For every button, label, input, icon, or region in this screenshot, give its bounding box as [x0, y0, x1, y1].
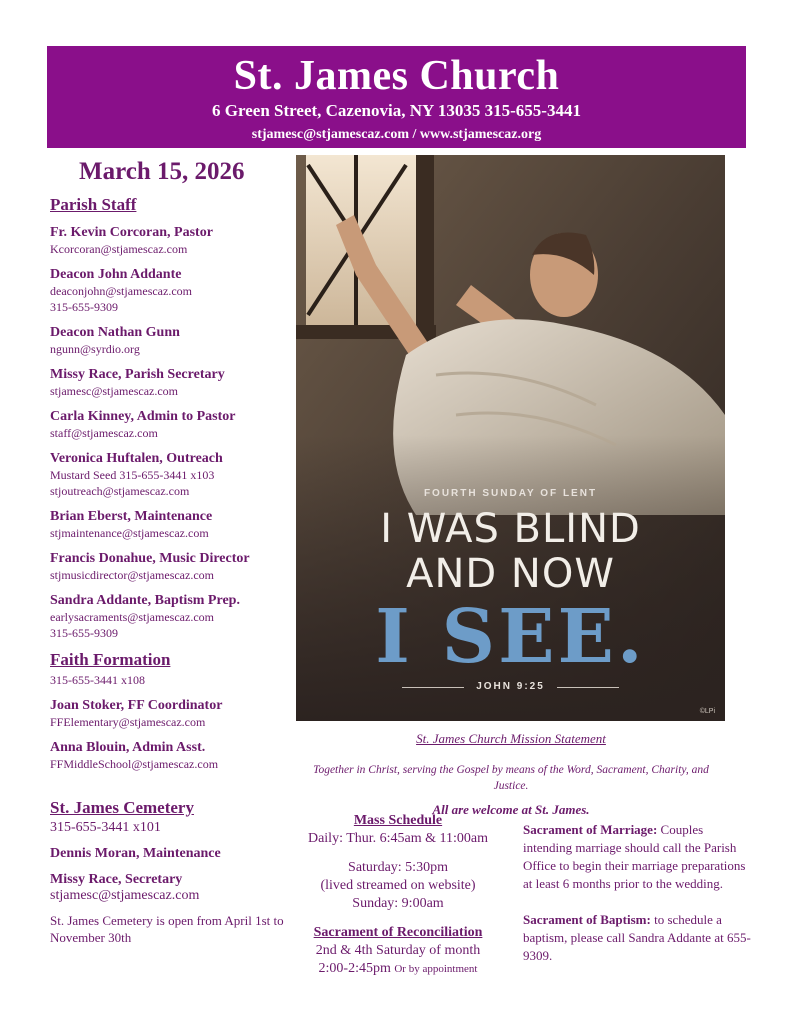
- faith-formation-phone-row: [50, 672, 285, 688]
- parish-staff-list: [50, 224, 285, 641]
- staff-name: Fr. Kevin Corcoran, Pastor: [50, 225, 213, 240]
- parish-staff-heading: Parish Staff: [50, 195, 137, 214]
- reconciliation-days: 2nd & 4th Saturday of month: [315, 943, 481, 958]
- church-address: 6 Green Street, Cazenovia, NY 13035 315-655-3441: [212, 101, 581, 120]
- staff-entry: [50, 324, 285, 357]
- poster-rule-right: [557, 687, 619, 688]
- daily-mass-time: Daily: Thur. 6:45am & 11:00am: [307, 831, 489, 846]
- welcome-line: All are welcome at St. James.: [432, 802, 590, 817]
- cemetery-entry: [50, 845, 285, 862]
- bulletin-date: March 15, 2026: [79, 158, 245, 185]
- cemetery-name: Dennis Moran, Maintenance: [50, 846, 221, 861]
- live-stream-note: (lived streamed on website): [320, 878, 476, 893]
- staff-name: Deacon Nathan Gunn: [50, 325, 180, 340]
- staff-entry: [50, 450, 285, 499]
- staff-contact: 315-655-9309: [50, 626, 118, 640]
- faith-formation-list: [50, 697, 285, 772]
- cemetery-phone-row: [50, 820, 285, 836]
- cemetery-hours-note: St. James Cemetery is open from April 1st to November 30th: [50, 913, 284, 945]
- reconciliation-appointment-note: Or by appointment: [394, 963, 478, 975]
- poster-line-2: AND NOW: [406, 551, 615, 597]
- staff-entry: [50, 592, 285, 641]
- staff-entry: [50, 224, 285, 257]
- staff-entry: [50, 508, 285, 541]
- poster-publisher-logo: ©LPi: [699, 708, 715, 715]
- staff-entry: [50, 408, 285, 441]
- reconciliation-time: 2:00-2:45pm: [318, 961, 391, 976]
- cemetery-contact: stjamesc@stjamescaz.com: [50, 888, 200, 903]
- poster-line-1: I WAS BLIND: [380, 506, 641, 552]
- left-column: [50, 155, 285, 946]
- staff-contact: stjmaintenance@stjamescaz.com: [50, 526, 209, 540]
- staff-contact: stjamesc@stjamescaz.com: [50, 384, 179, 398]
- staff-name: Veronica Huftalen, Outreach: [50, 451, 223, 466]
- cemetery-phone: 315-655-3441 x101: [50, 820, 161, 835]
- poster-subtitle: FOURTH SUNDAY OF LENT: [423, 488, 598, 499]
- staff-contact: staff@stjamescaz.com: [50, 426, 158, 440]
- mission-text: Together in Christ, serving the Gospel by means of the Word, Sacrament, Charity, and Justice.: [313, 764, 709, 792]
- staff-name: Carla Kinney, Admin to Pastor: [50, 409, 236, 424]
- staff-contact: stjmusicdirector@stjamescaz.com: [50, 568, 214, 582]
- marriage-text: Couples intending marriage should call the Parish Office to begin their marriage preparations at least 6 months prior to the wedding.: [523, 822, 746, 891]
- staff-name: Francis Donahue, Music Director: [50, 551, 250, 566]
- church-contact-web: stjamesc@stjamescaz.com / www.stjamescaz.org: [251, 127, 542, 142]
- staff-name: Brian Eberst, Maintenance: [50, 509, 213, 524]
- sunday-mass-time: Sunday: 9:00am: [352, 896, 444, 911]
- faith-formation-name: Anna Blouin, Admin Asst.: [50, 740, 206, 755]
- header-banner: [47, 46, 746, 148]
- faith-formation-name: Joan Stoker, FF Coordinator: [50, 698, 223, 713]
- marriage-label: Sacrament of Marriage:: [523, 822, 658, 837]
- baptism-paragraph: [523, 911, 751, 965]
- faith-formation-entry: [50, 739, 285, 772]
- marriage-paragraph: [523, 821, 751, 893]
- staff-contact: deaconjohn@stjamescaz.com: [50, 284, 192, 298]
- faith-formation-entry: [50, 697, 285, 730]
- faith-formation-heading: Faith Formation: [50, 650, 171, 669]
- lent-poster-image: [296, 155, 725, 721]
- staff-entry: [50, 550, 285, 583]
- staff-name: Missy Race, Parish Secretary: [50, 367, 225, 382]
- mission-statement: [296, 731, 726, 818]
- reconciliation-time-row: [294, 960, 502, 978]
- baptism-label: Sacrament of Baptism:: [523, 912, 651, 927]
- staff-name: Deacon John Addante: [50, 267, 182, 282]
- faith-formation-contact: FFMiddleSchool@stjamescaz.com: [50, 757, 219, 771]
- cemetery-name: Missy Race, Secretary: [50, 872, 183, 887]
- cemetery-heading: St. James Cemetery: [50, 798, 194, 817]
- sacraments-info: [523, 821, 751, 965]
- cemetery-list: [50, 845, 285, 904]
- staff-contact: 315-655-9309: [50, 300, 118, 314]
- staff-contact: stjoutreach@stjamescaz.com: [50, 484, 190, 498]
- faith-formation-contact: FFElementary@stjamescaz.com: [50, 715, 206, 729]
- saturday-mass-time: Saturday: 5:30pm: [348, 860, 448, 875]
- staff-contact: Kcorcoran@stjamescaz.com: [50, 242, 188, 256]
- staff-contact: Mustard Seed 315-655-3441 x103: [50, 468, 215, 482]
- staff-contact: ngunn@syrdio.org: [50, 342, 140, 356]
- mission-heading: St. James Church Mission Statement: [416, 731, 606, 746]
- staff-entry: [50, 266, 285, 315]
- poster-line-3: I SEE.: [375, 594, 646, 680]
- cemetery-entry: [50, 871, 285, 904]
- baptism-text: to schedule a baptism, please call Sandra Addante at 655-9309.: [523, 912, 751, 963]
- church-name: St. James Church: [233, 53, 560, 99]
- mass-schedule-heading: Mass Schedule: [353, 813, 443, 828]
- reconciliation-heading: Sacrament of Reconciliation: [313, 925, 483, 940]
- poster-scripture-reference: JOHN 9:25: [476, 681, 545, 692]
- faith-formation-phone: 315-655-3441 x108: [50, 673, 145, 687]
- mass-schedule: [294, 812, 502, 978]
- staff-name: Sandra Addante, Baptism Prep.: [50, 593, 240, 608]
- staff-contact: earlysacraments@stjamescaz.com: [50, 610, 214, 624]
- staff-entry: [50, 366, 285, 399]
